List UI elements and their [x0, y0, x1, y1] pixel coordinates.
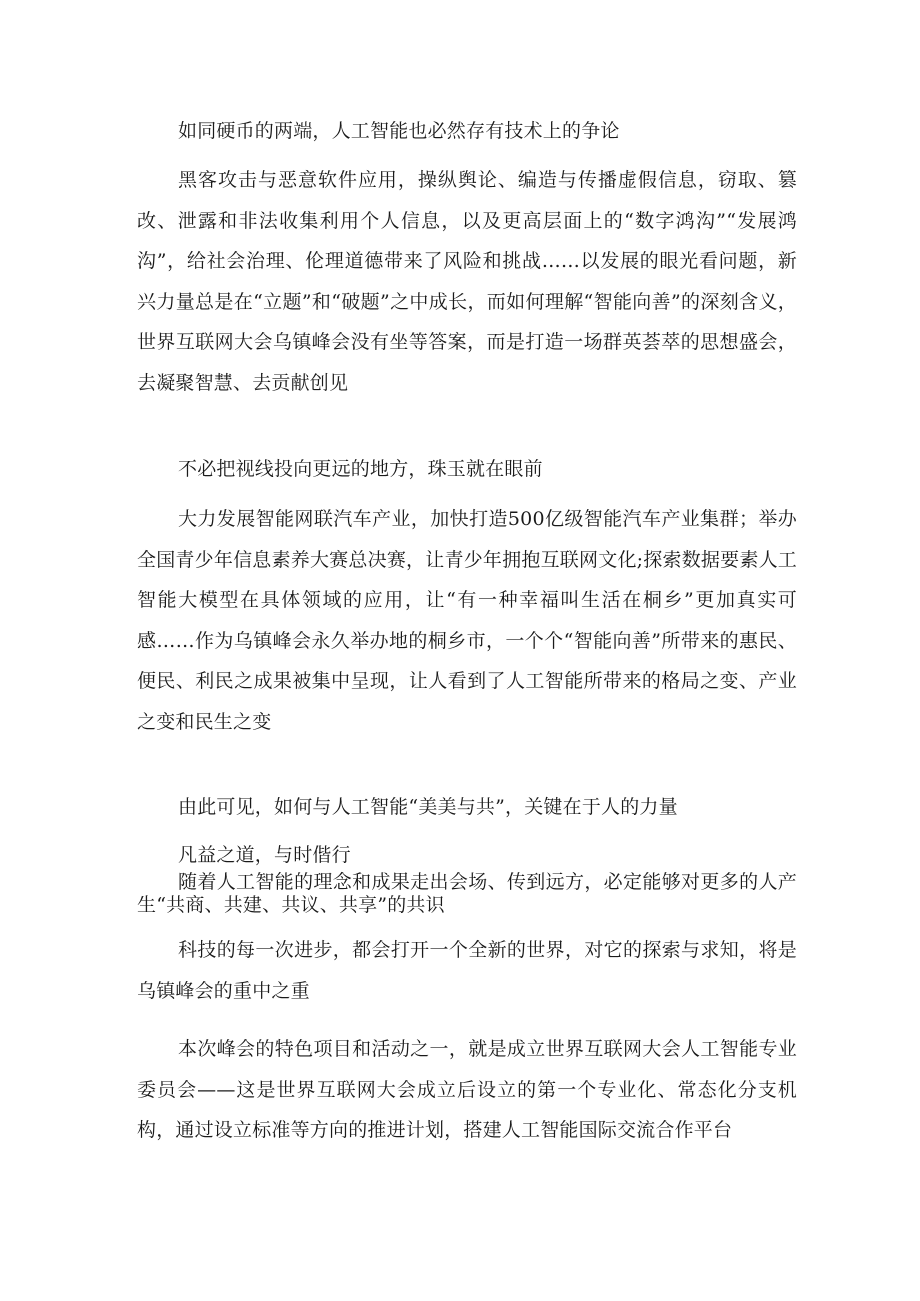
paragraph-5: 由此可见，如何与人工智能“美美与共”，关键在于人的力量	[178, 796, 678, 818]
paragraph-1: 如同硬币的两端，人工智能也必然存有技术上的争论	[178, 120, 620, 142]
paragraph-7: 随着人工智能的理念和成果走出会场、传到远方，必定能够对更多的人产生“共商、共建、共议、共享”的共识	[137, 871, 797, 916]
paragraph-2: 黑客攻击与恶意软件应用，操纵舆论、编造与传播虚假信息，窃取、篡改、泄露和非法收集利用个人信息，以及更高层面上的“数字鸿沟”“发展鸿沟”，给社会治理、伦理道德带来了风险和挑战……以发展的眼光看问题，新兴力量总是在“立题”和“破题”之中成长，而如何理解“智能向善”的深刻含义，世界互联网大会乌镇峰会没有坐等答案，而是打造一场群英荟萃的思想盛会，去凝聚智慧、去贡献创见	[137, 169, 797, 394]
paragraph-4: 大力发展智能网联汽车产业，加快打造500亿级智能汽车产业集群；举办全国青少年信息素养大赛总决赛，让青少年拥抱互联网文化;探索数据要素人工智能大模型在具体领域的应用，让“有一种幸福叫生活在桐乡”更加真实可感……作为乌镇峰会永久举办地的桐乡市，一个个“智能向善”所带来的惠民、便民、利民之成果被集中呈现，让人看到了人工智能所带来的格局之变、产业之变和民生之变	[137, 508, 797, 733]
paragraph-9: 本次峰会的特色项目和活动之一，就是成立世界互联网大会人工智能专业委员会——这是世界互联网大会成立后设立的第一个专业化、常态化分支机构，通过设立标准等方向的推进计划，搭建人工智能国际交流合作平台	[137, 1038, 797, 1141]
paragraph-3: 不必把视线投向更远的地方，珠玉就在眼前	[178, 458, 543, 480]
paragraph-6: 凡益之道，与时偕行	[178, 844, 351, 866]
paragraph-8: 科技的每一次进步，都会打开一个全新的世界，对它的探索与求知，将是乌镇峰会的重中之重	[137, 939, 797, 1002]
